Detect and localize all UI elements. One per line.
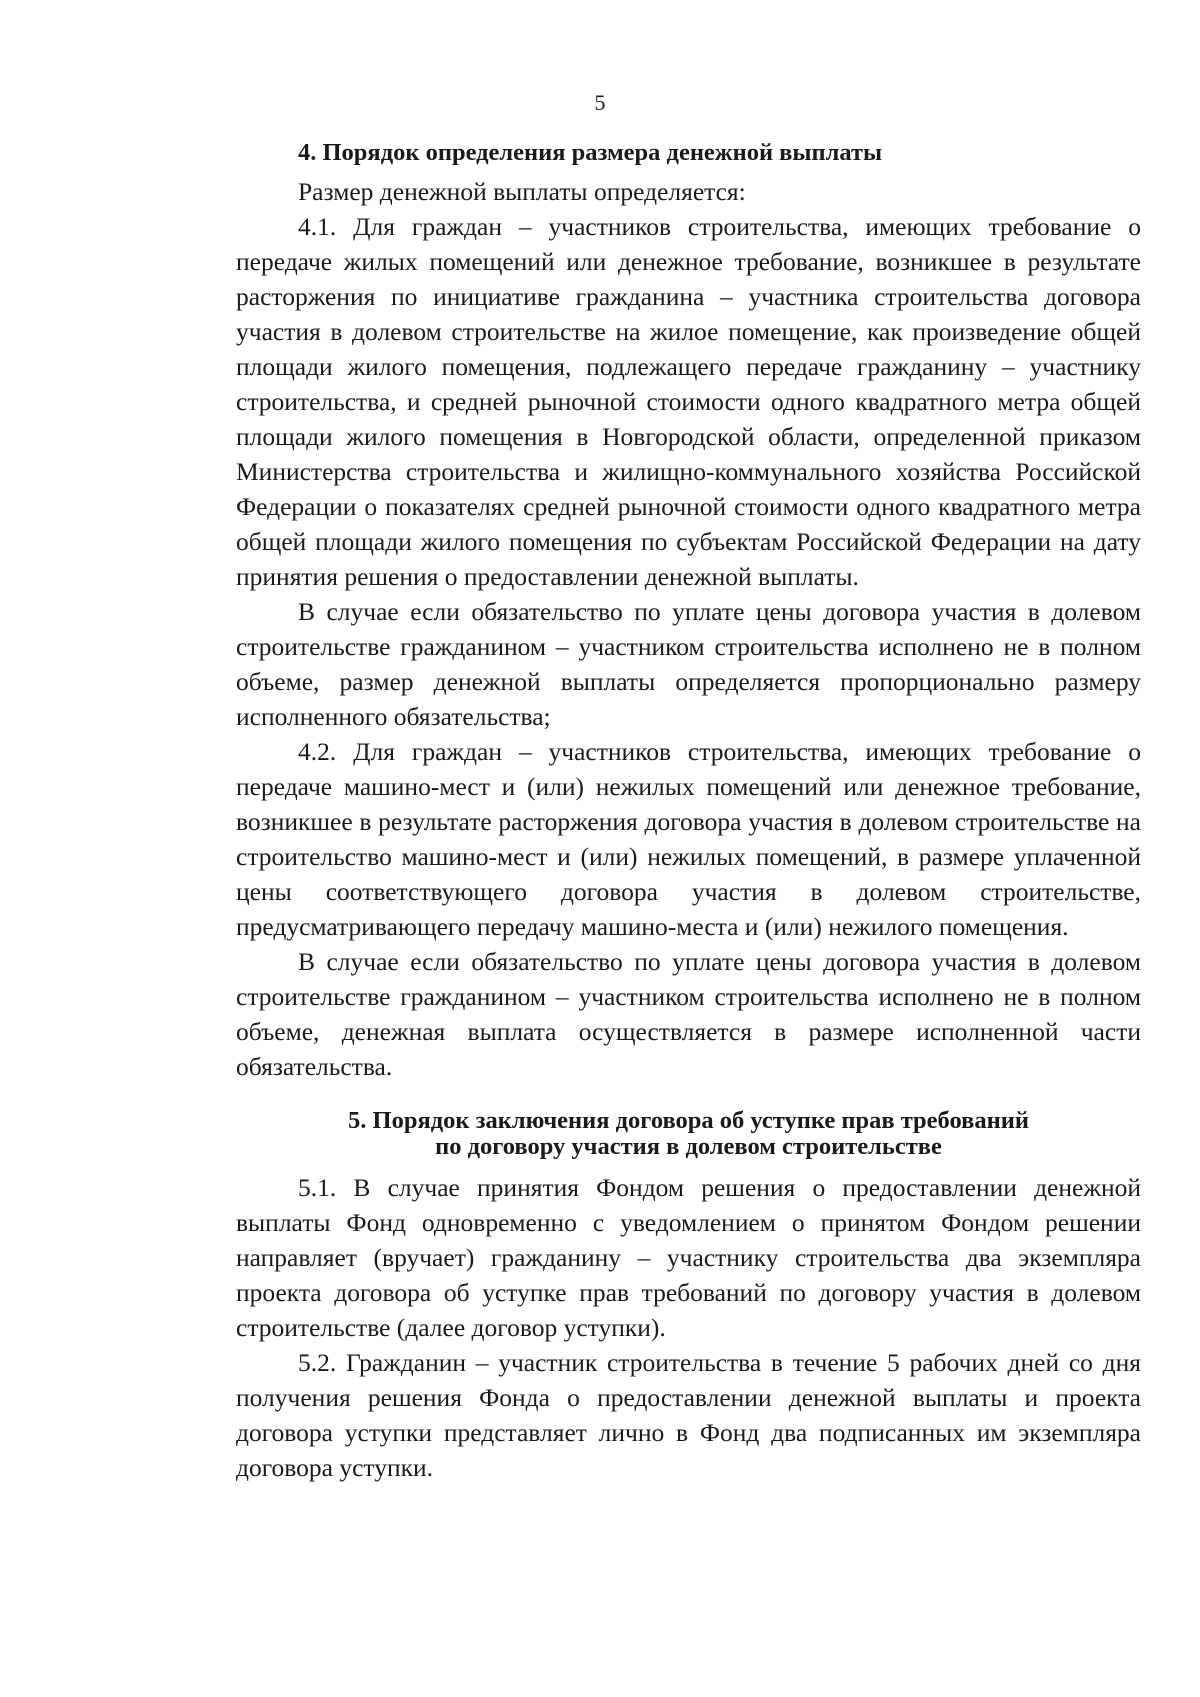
- paragraph-4-2-partial: В случае если обязательство по уплате цены договора участия в долевом строительстве гражданином – участником строительства исполнено не в полном объеме, денежная выплата осуществляется в размере исполненной части обязательства.: [236, 947, 1141, 1081]
- paragraph-4-1-partial: В случае если обязательство по уплате цены договора участия в долевом строительстве гражданином – участником строительства исполнено не в полном объеме, размер денежной выплаты определяется пропорционально размеру исполненного обязательства;: [236, 597, 1141, 731]
- paragraph-5-1: 5.1. В случае принятия Фондом решения о предоставлении денежной выплаты Фонд одновременно с уведомлением о принятом Фондом решении направляет (вручает) гражданину – участнику строительства два экземпляра проекта договора об уступке прав требований по договору участия в долевом строительстве (далее договор уступки).: [236, 1173, 1141, 1342]
- section-5-heading-line-2: по договору участия в долевом строительстве: [435, 1133, 942, 1160]
- page-number: 5: [594, 90, 606, 115]
- section-4-intro: Размер денежной выплаты определяется:: [298, 177, 746, 206]
- paragraph-4-2: 4.2. Для граждан – участников строительства, имеющих требование о передаче машино-мест и (или) нежилых помещений или денежное требование, возникшее в результате расторжения договора участия в долевом строительстве на строительство машино-мест и (или) нежилых помещений, в размере уплаченной цены соответствующего договора участия в долевом строительстве, предусматривающего передачу машино-места и (или) нежилого помещения.: [236, 737, 1141, 941]
- paragraph-4-1: 4.1. Для граждан – участников строительства, имеющих требование о передаче жилых помещений или денежное требование, возникшее в результате расторжения по инициативе гражданина – участника строительства договора участия в долевом строительстве на жилое помещение, как произведение общей площади жилого помещения, подлежащего передаче гражданину – участнику строительства, и средней рыночной стоимости одного квадратного метра общей площади жилого помещения в Новгородской области, определенной приказом Министерства строительства и жилищно-коммунального хозяйства Российской Федерации о показателях средней рыночной стоимости одного квадратного метра общей площади жилого помещения по субъектам Российской Федерации на дату принятия решения о предоставлении денежной выплаты.: [236, 212, 1141, 591]
- document-body: [236, 140, 1141, 1485]
- paragraph-5-2: 5.2. Гражданин – участник строительства в течение 5 рабочих дней со дня получения решения Фонда о предоставлении денежной выплаты и проекта договора уступки представляет лично в Фонд два подписанных им экземпляра договора уступки.: [236, 1348, 1141, 1482]
- section-5-heading: [236, 1108, 1141, 1160]
- section-5-heading-line-1: 5. Порядок заключения договора об уступке прав требований: [348, 1107, 1029, 1134]
- section-4-heading: 4. Порядок определения размера денежной выплаты: [298, 139, 883, 166]
